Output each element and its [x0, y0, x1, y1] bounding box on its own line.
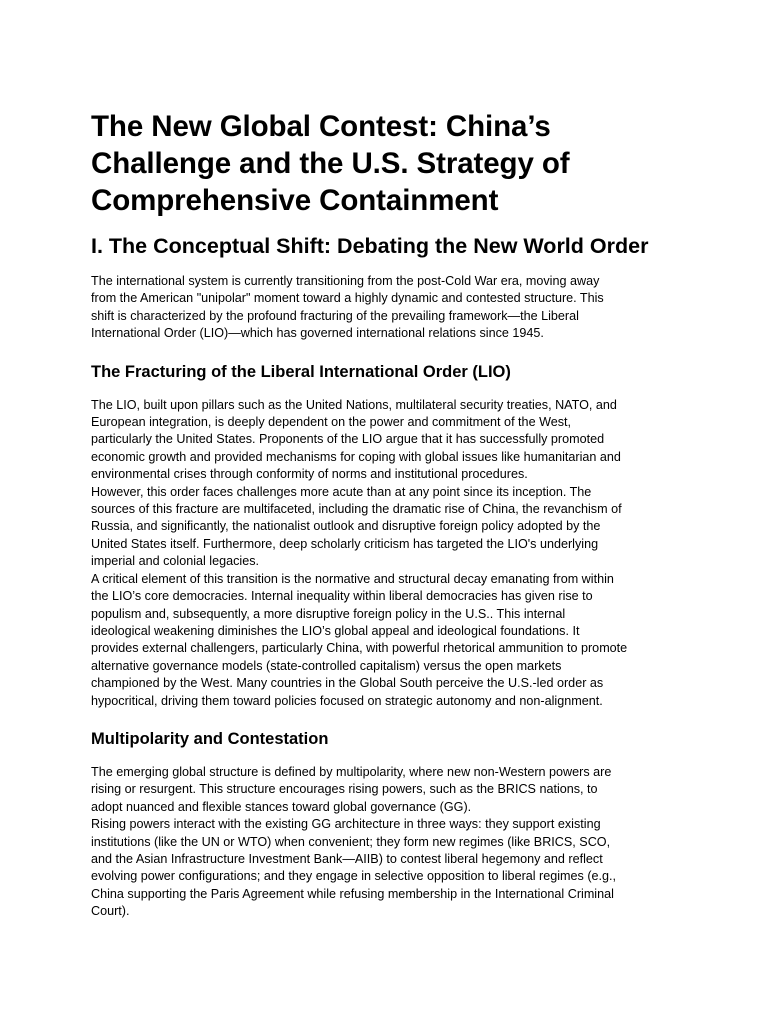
- text-line: hypocritical, driving them toward policies focused on strategic autonomy and non-alignment.: [91, 693, 603, 708]
- subsection-heading: Multipolarity and Contestation: [91, 729, 329, 748]
- text-line: the LIO’s core democracies. Internal inequality within liberal democracies has given rise to: [91, 589, 593, 604]
- text-line: economic growth and provided mechanisms for coping with global issues like humanitarian and: [91, 449, 621, 464]
- subsection-heading: The Fracturing of the Liberal International Order (LIO): [91, 362, 511, 381]
- title-line: Challenge and the U.S. Strategy of: [91, 147, 570, 180]
- body-paragraph: [91, 397, 687, 484]
- text-line: rising or resurgent. This structure encourages rising powers, such as the BRICS nations, to: [91, 782, 598, 797]
- text-line: provides external challengers, particularly China, with powerful rhetorical ammunition to promote: [91, 641, 628, 656]
- text-line: Court).: [91, 904, 130, 919]
- text-line: European integration, is deeply dependent on the power and commitment of the West,: [91, 415, 572, 430]
- text-line: alternative governance models (state-controlled capitalism) versus the open markets: [91, 658, 562, 673]
- text-line: International Order (LIO)—which has governed international relations since 1945.: [91, 326, 544, 341]
- title-line: Comprehensive Containment: [91, 184, 499, 217]
- text-line: ideological weakening diminishes the LIO’s global appeal and ideological foundations. It: [91, 623, 580, 638]
- text-line: The LIO, built upon pillars such as the United Nations, multilateral security treaties, NATO, and: [91, 397, 617, 412]
- document-page: [91, 108, 687, 921]
- body-paragraph: [91, 816, 687, 920]
- text-line: The international system is currently transitioning from the post-Cold War era, moving away: [91, 274, 600, 288]
- section-heading: I. The Conceptual Shift: Debating the New World Order: [91, 234, 649, 258]
- body-paragraph: [91, 571, 687, 710]
- text-line: Rising powers interact with the existing GG architecture in three ways: they support existing: [91, 817, 601, 832]
- text-line: sources of this fracture are multifaceted, including the dramatic rise of China, the revanchism of: [91, 502, 622, 517]
- body-paragraph: [91, 484, 687, 571]
- text-line: evolving power configurations; and they engage in selective opposition to liberal regimes (e.g.,: [91, 869, 617, 884]
- intro-paragraph: [91, 273, 687, 343]
- text-line: However, this order faces challenges more acute than at any point since its inception. The: [91, 484, 592, 499]
- body-paragraph: [91, 764, 687, 816]
- text-line: institutions (like the UN or WTO) when convenient; they form new regimes (like BRICS, SCO,: [91, 834, 611, 849]
- text-line: A critical element of this transition is the normative and structural decay emanating from within: [91, 571, 614, 586]
- text-line: imperial and colonial legacies.: [91, 554, 260, 569]
- document-title: [91, 108, 687, 219]
- text-line: United States itself. Furthermore, deep scholarly criticism has targeted the LIO's underlying: [91, 536, 599, 551]
- text-line: China supporting the Paris Agreement while refusing membership in the International Criminal: [91, 886, 614, 901]
- text-line: The emerging global structure is defined by multipolarity, where new non-Western powers are: [91, 764, 612, 779]
- text-line: and the Asian Infrastructure Investment Bank—AIIB) to contest liberal hegemony and reflect: [91, 851, 603, 866]
- text-line: from the American "unipolar" moment toward a highly dynamic and contested structure. This: [91, 291, 604, 306]
- text-line: particularly the United States. Proponents of the LIO argue that it has successfully promoted: [91, 432, 605, 447]
- text-line: populism and, subsequently, a more disruptive foreign policy in the U.S.. This internal: [91, 606, 566, 621]
- text-line: shift is characterized by the profound fracturing of the prevailing framework—the Liberal: [91, 308, 579, 323]
- text-line: environmental crises through conformity of norms and institutional procedures.: [91, 467, 528, 482]
- text-line: Russia, and significantly, the nationalist outlook and disruptive foreign policy adopted by the: [91, 519, 601, 534]
- text-line: championed by the West. Many countries in the Global South perceive the U.S.-led order as: [91, 676, 604, 691]
- text-line: adopt nuanced and flexible stances toward global governance (GG).: [91, 799, 472, 814]
- title-line: The New Global Contest: China’s: [91, 110, 551, 143]
